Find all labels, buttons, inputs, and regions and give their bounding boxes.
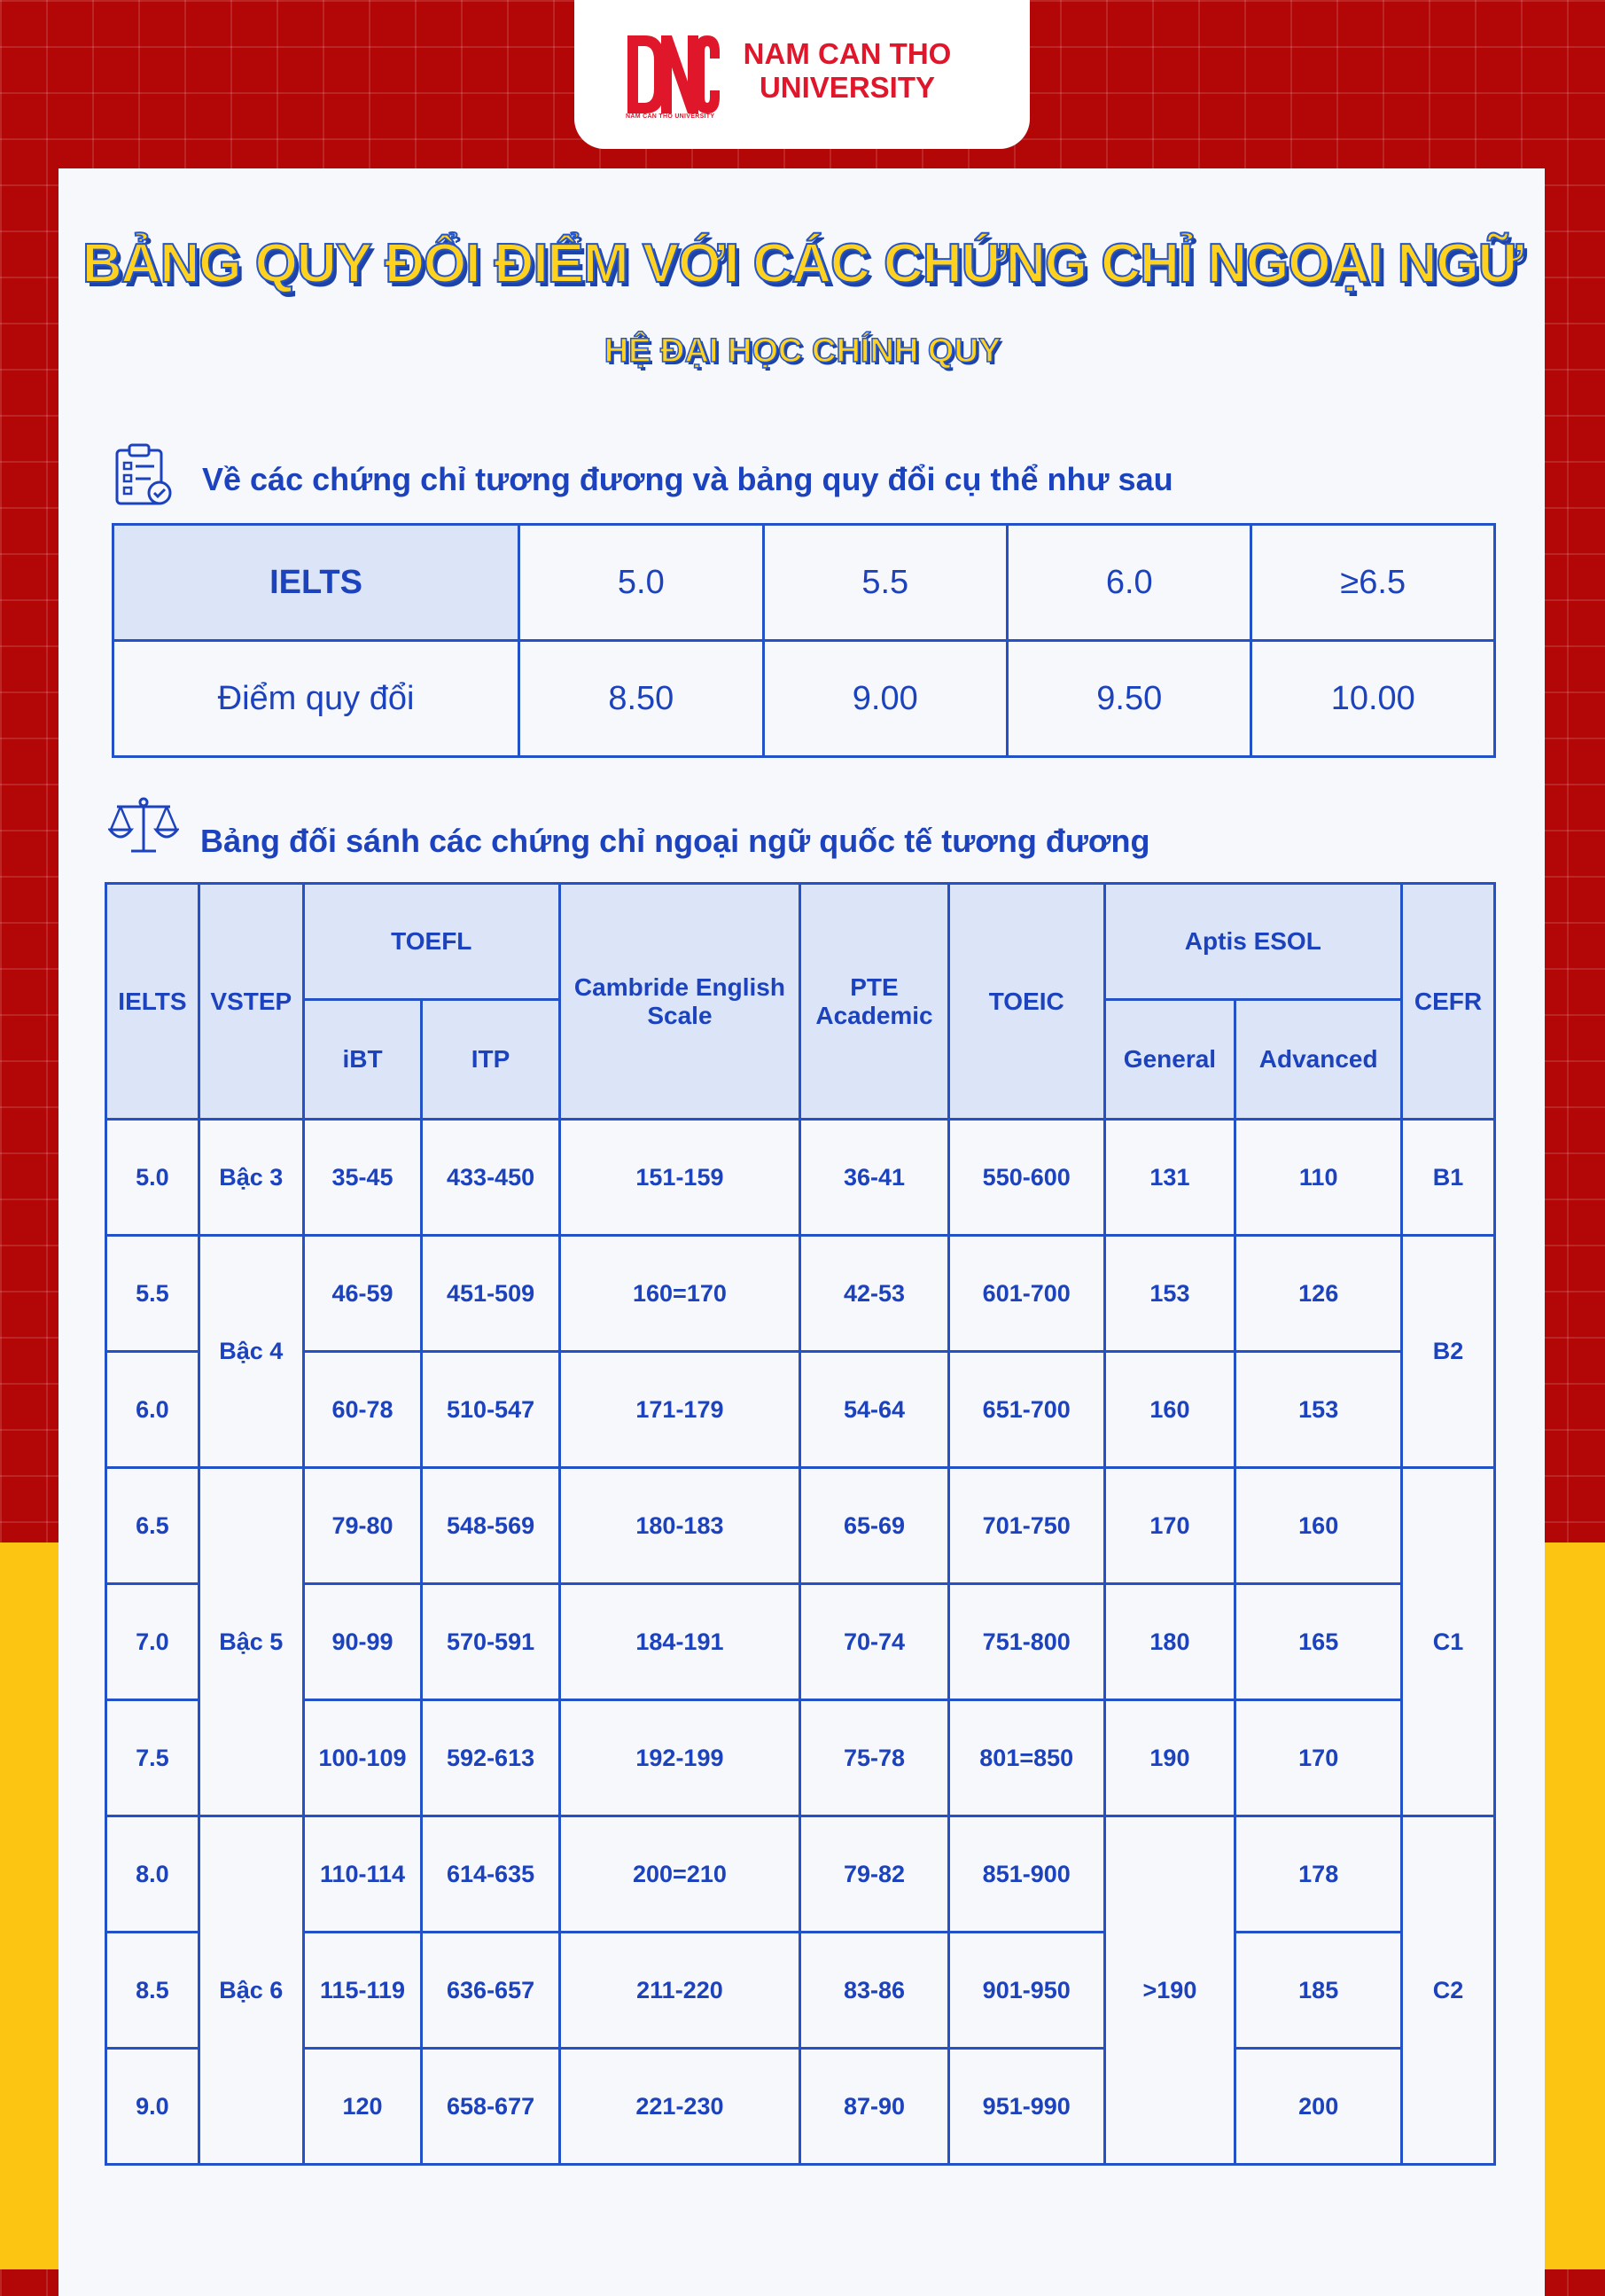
converted-score-cell: 9.00: [763, 641, 1007, 757]
vstep-cell: Bậc 3: [199, 1120, 303, 1236]
aptis-advanced-cell: 185: [1235, 1933, 1402, 2049]
converted-score-cell: 9.50: [1008, 641, 1251, 757]
col-header-advanced: Advanced: [1235, 1000, 1402, 1120]
pte-cell: 79-82: [800, 1816, 949, 1933]
page-subtitle: HỆ ĐẠI HỌC CHÍNH QUY: [604, 332, 1001, 370]
scale-icon: [108, 796, 179, 856]
ibt-cell: 79-80: [303, 1468, 422, 1584]
itp-cell: 658-677: [422, 2049, 559, 2165]
table-header-row: [106, 884, 1495, 1000]
col-header-ibt: iBT: [303, 1000, 422, 1120]
table-row: [113, 525, 1495, 641]
col-header-toeic: TOEIC: [948, 884, 1104, 1120]
itp-cell: 451-509: [422, 1236, 559, 1352]
toeic-cell: 951-990: [948, 2049, 1104, 2165]
ielts-cell: 5.0: [106, 1120, 199, 1236]
ibt-cell: 90-99: [303, 1584, 422, 1700]
itp-cell: 510-547: [422, 1352, 559, 1468]
ielts-header-cell: IELTS: [113, 525, 519, 641]
ibt-cell: 60-78: [303, 1352, 422, 1468]
cambridge-cell: 151-159: [559, 1120, 799, 1236]
cambridge-cell: 200=210: [559, 1816, 799, 1933]
ielts-score-cell: 5.0: [519, 525, 763, 641]
brand-tagline: NAM CAN THO UNIVERSITY: [626, 113, 715, 120]
cefr-cell: B2: [1402, 1236, 1495, 1468]
ielts-score-cell: 6.0: [1008, 525, 1251, 641]
cefr-cell: B1: [1402, 1120, 1495, 1236]
pte-cell: 65-69: [800, 1468, 949, 1584]
table-row: [106, 1933, 1495, 2049]
cambridge-cell: 180-183: [559, 1468, 799, 1584]
ielts-cell: 7.5: [106, 1700, 199, 1816]
toeic-cell: 801=850: [948, 1700, 1104, 1816]
aptis-advanced-cell: 153: [1235, 1352, 1402, 1468]
brand-name-line2: UNIVERSITY: [759, 71, 936, 104]
table-row: [106, 2049, 1495, 2165]
cefr-cell: C1: [1402, 1468, 1495, 1816]
toeic-cell: 601-700: [948, 1236, 1104, 1352]
col-header-cambridge: Cambride English Scale: [559, 884, 799, 1120]
pte-cell: 70-74: [800, 1584, 949, 1700]
pte-cell: 83-86: [800, 1933, 949, 2049]
cambridge-cell: 211-220: [559, 1933, 799, 2049]
aptis-advanced-cell: 170: [1235, 1700, 1402, 1816]
itp-cell: 636-657: [422, 1933, 559, 2049]
aptis-advanced-cell: 126: [1235, 1236, 1402, 1352]
aptis-advanced-cell: 200: [1235, 2049, 1402, 2165]
brand-name: [732, 37, 962, 105]
aptis-advanced-cell: 160: [1235, 1468, 1402, 1584]
ielts-score-cell: 5.5: [763, 525, 1007, 641]
aptis-general-cell: 190: [1104, 1700, 1235, 1816]
vstep-cell: Bậc 5: [199, 1468, 303, 1816]
table-row: [106, 1468, 1495, 1584]
cambridge-cell: 192-199: [559, 1700, 799, 1816]
table-row: [106, 1120, 1495, 1236]
dnc-logo-icon: [626, 32, 721, 117]
aptis-general-cell: >190: [1104, 1816, 1235, 2165]
col-header-pte: PTE Academic: [800, 884, 949, 1120]
col-header-toefl: TOEFL: [303, 884, 559, 1000]
vstep-cell: Bậc 4: [199, 1236, 303, 1468]
converted-score-label: Điểm quy đổi: [113, 641, 519, 757]
certificate-equivalence-table: [105, 882, 1496, 2166]
ielts-cell: 5.5: [106, 1236, 199, 1352]
itp-cell: 433-450: [422, 1120, 559, 1236]
toeic-cell: 851-900: [948, 1816, 1104, 1933]
col-header-vstep: VSTEP: [199, 884, 303, 1120]
ielts-cell: 7.0: [106, 1584, 199, 1700]
cambridge-cell: 160=170: [559, 1236, 799, 1352]
section1-heading: Về các chứng chỉ tương đương và bảng quy đổi cụ thể như sau: [202, 461, 1173, 497]
converted-score-cell: 10.00: [1251, 641, 1495, 757]
ielts-cell: 9.0: [106, 2049, 199, 2165]
toeic-cell: 701-750: [948, 1468, 1104, 1584]
ielts-cell: 6.5: [106, 1468, 199, 1584]
table-row: [106, 1584, 1495, 1700]
ibt-cell: 110-114: [303, 1816, 422, 1933]
aptis-advanced-cell: 165: [1235, 1584, 1402, 1700]
col-header-itp: ITP: [422, 1000, 559, 1120]
itp-cell: 592-613: [422, 1700, 559, 1816]
toeic-cell: 751-800: [948, 1584, 1104, 1700]
toeic-cell: 901-950: [948, 1933, 1104, 2049]
aptis-general-cell: 160: [1104, 1352, 1235, 1468]
aptis-general-cell: 180: [1104, 1584, 1235, 1700]
col-header-ielts: IELTS: [106, 884, 199, 1120]
table-row: [113, 641, 1495, 757]
pte-cell: 36-41: [800, 1120, 949, 1236]
pte-cell: 42-53: [800, 1236, 949, 1352]
ielts-conversion-table: [112, 523, 1496, 758]
table-row: [106, 1236, 1495, 1352]
pte-cell: 54-64: [800, 1352, 949, 1468]
cambridge-cell: 184-191: [559, 1584, 799, 1700]
ibt-cell: 100-109: [303, 1700, 422, 1816]
vstep-cell: Bậc 6: [199, 1816, 303, 2165]
table-row: [106, 1700, 1495, 1816]
ielts-cell: 8.5: [106, 1933, 199, 2049]
pte-cell: 87-90: [800, 2049, 949, 2165]
aptis-advanced-cell: 178: [1235, 1816, 1402, 1933]
ibt-cell: 120: [303, 2049, 422, 2165]
ielts-cell: 8.0: [106, 1816, 199, 1933]
table-row: [106, 1352, 1495, 1468]
col-header-cefr: CEFR: [1402, 884, 1495, 1120]
aptis-advanced-cell: 110: [1235, 1120, 1402, 1236]
brand-name-line1: NAM CAN THO: [743, 37, 952, 70]
ibt-cell: 35-45: [303, 1120, 422, 1236]
col-header-aptis: Aptis ESOL: [1104, 884, 1402, 1000]
aptis-general-cell: 131: [1104, 1120, 1235, 1236]
pte-cell: 75-78: [800, 1700, 949, 1816]
toeic-cell: 651-700: [948, 1352, 1104, 1468]
itp-cell: 614-635: [422, 1816, 559, 1933]
col-header-general: General: [1104, 1000, 1235, 1120]
ibt-cell: 115-119: [303, 1933, 422, 2049]
ielts-score-cell: ≥6.5: [1251, 525, 1495, 641]
itp-cell: 548-569: [422, 1468, 559, 1584]
section2-heading: Bảng đối sánh các chứng chỉ ngoại ngữ quốc tế tương đương: [200, 823, 1150, 859]
cefr-cell: C2: [1402, 1816, 1495, 2165]
clipboard-check-icon: [113, 443, 174, 507]
toeic-cell: 550-600: [948, 1120, 1104, 1236]
page-title: BẢNG QUY ĐỔI ĐIỂM VỚI CÁC CHỨNG CHỈ NGOẠI NGỮ: [82, 233, 1523, 294]
ielts-cell: 6.0: [106, 1352, 199, 1468]
cambridge-cell: 171-179: [559, 1352, 799, 1468]
cambridge-cell: 221-230: [559, 2049, 799, 2165]
ibt-cell: 46-59: [303, 1236, 422, 1352]
table-row: [106, 1816, 1495, 1933]
converted-score-cell: 8.50: [519, 641, 763, 757]
aptis-general-cell: 153: [1104, 1236, 1235, 1352]
itp-cell: 570-591: [422, 1584, 559, 1700]
aptis-general-cell: 170: [1104, 1468, 1235, 1584]
